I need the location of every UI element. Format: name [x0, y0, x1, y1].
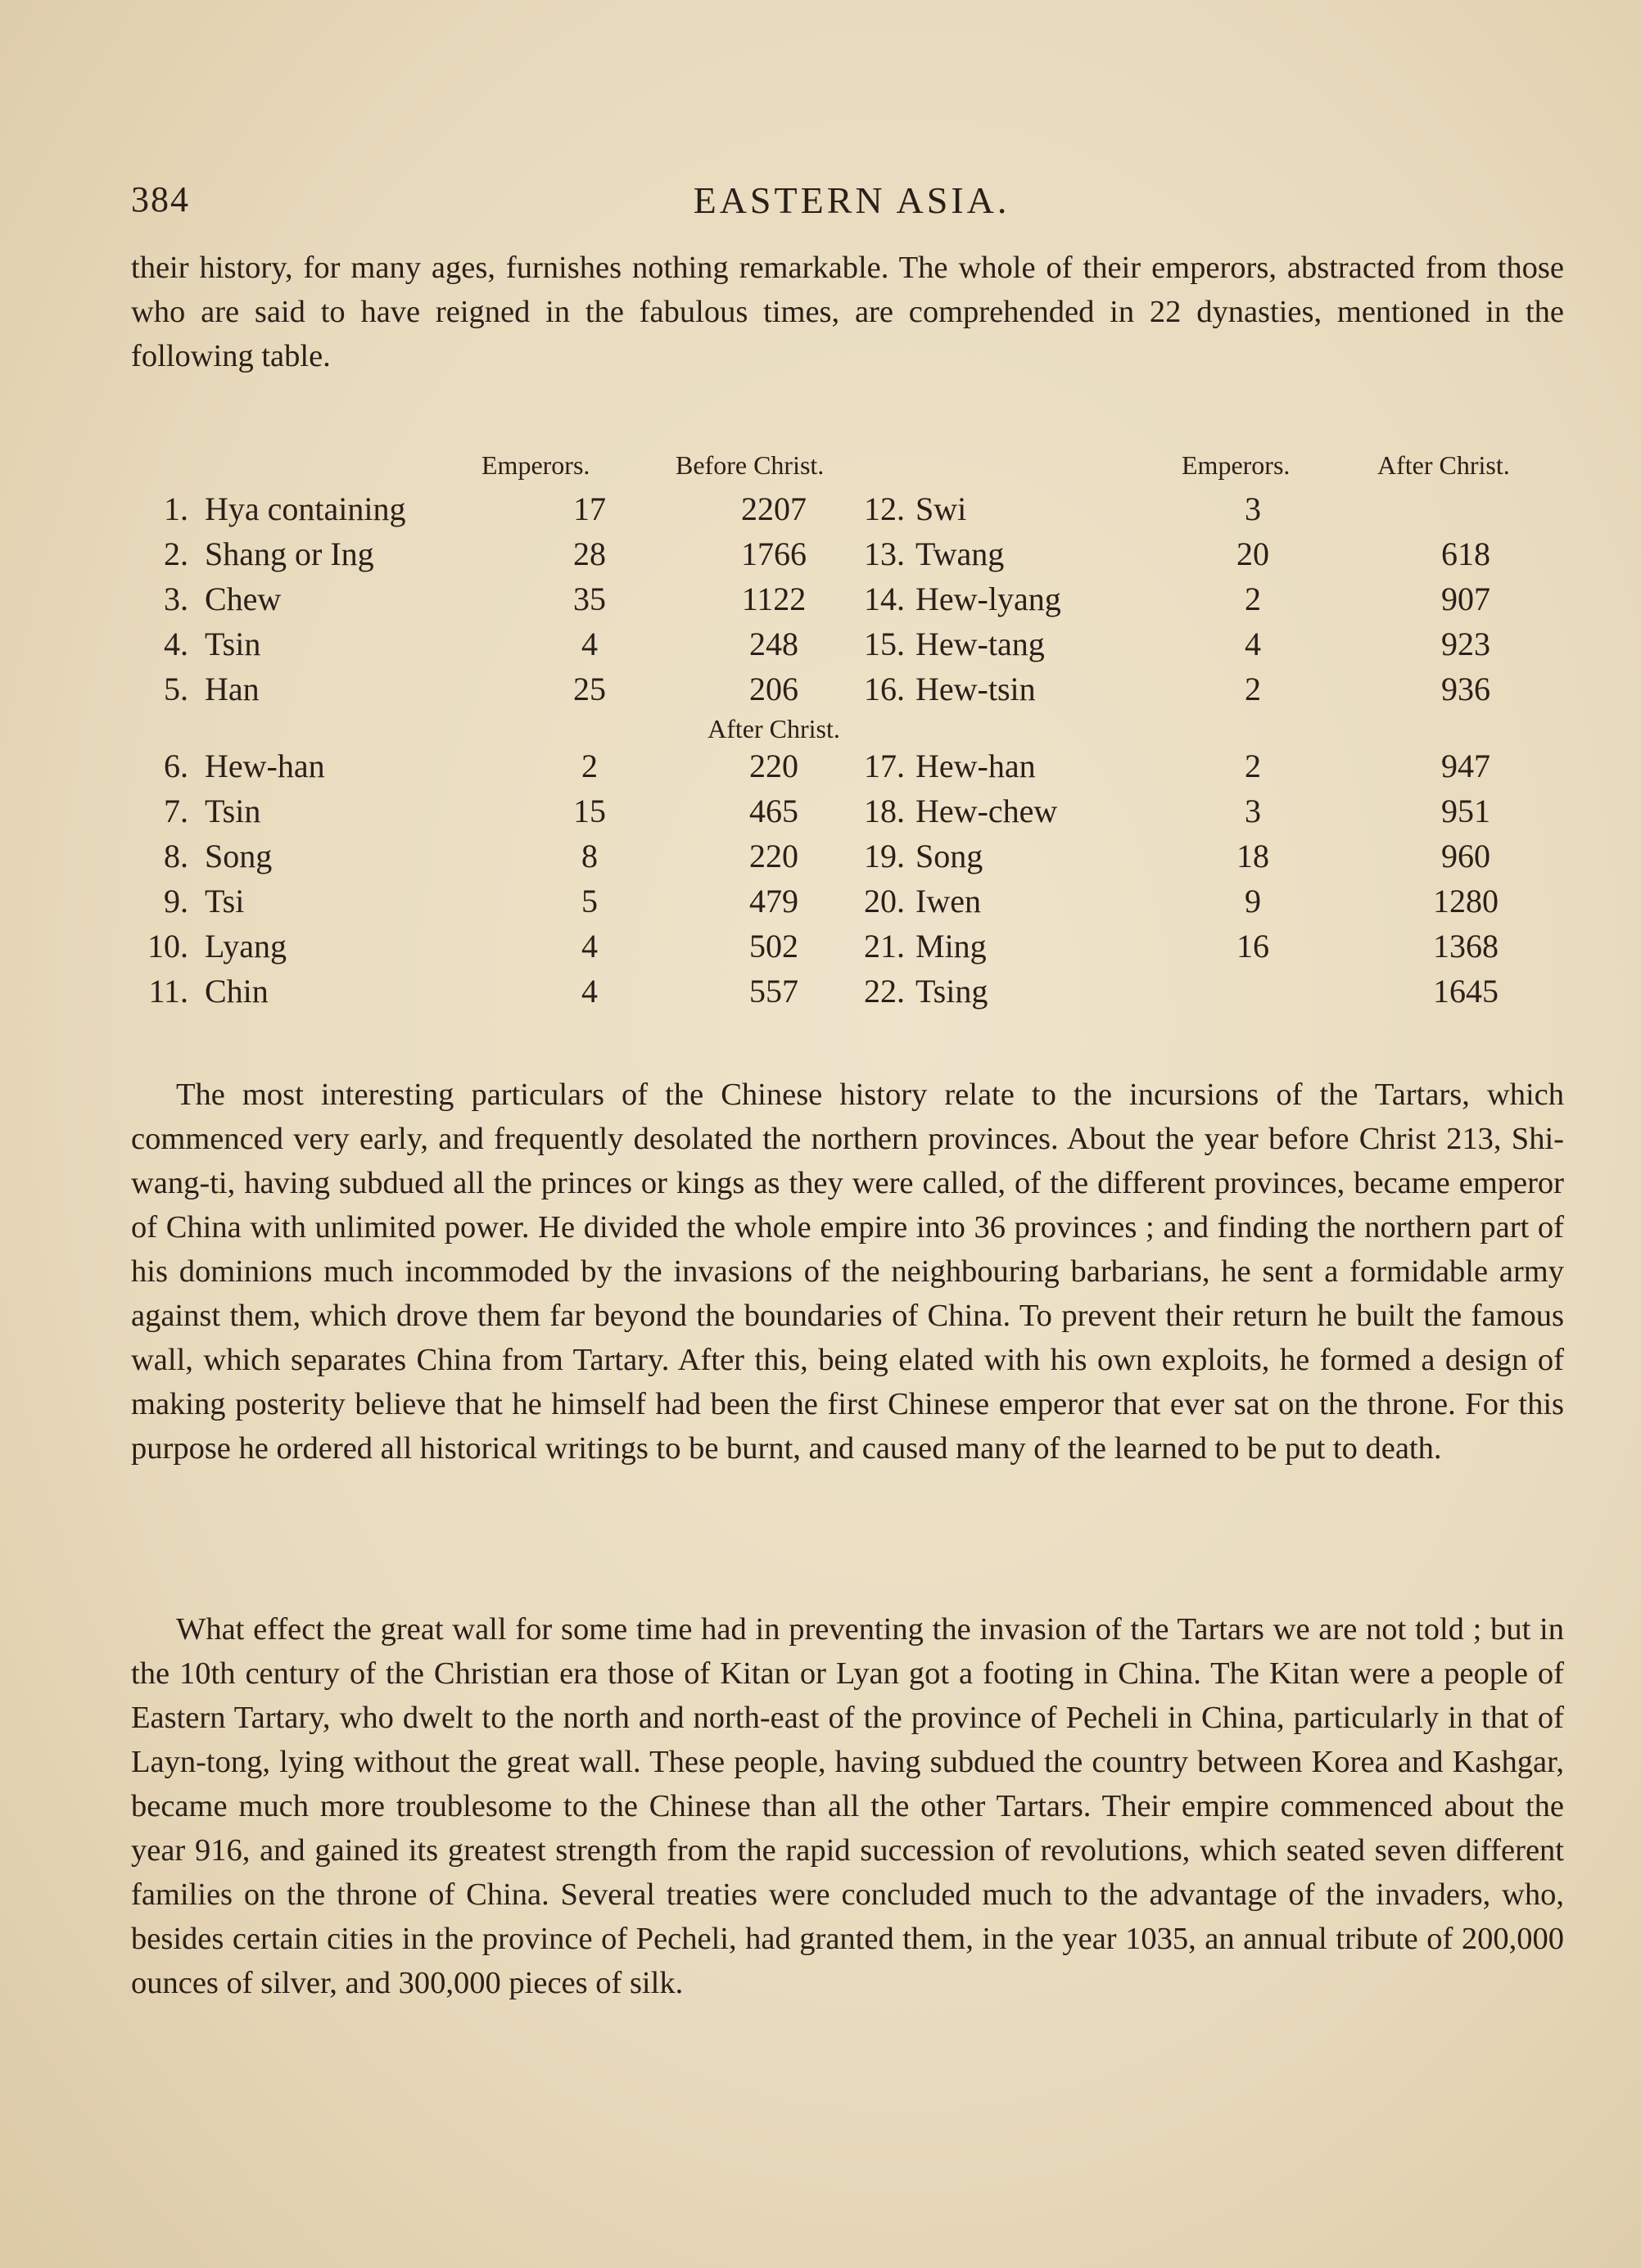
row-right-emperors: 2: [1245, 671, 1261, 707]
row-left-emperors: 4: [581, 973, 598, 1010]
row-right-number: 16.: [864, 671, 905, 707]
row-right-year: 923: [1441, 626, 1490, 662]
row-right-dynasty: Swi: [915, 490, 967, 527]
row-left-dynasty: Tsin: [205, 626, 261, 662]
row-right-dynasty: Song: [915, 838, 983, 874]
row-right-year: 936: [1441, 671, 1490, 707]
row-left-dynasty: Tsin: [205, 793, 261, 829]
header-emperors-right: Emperors.: [1182, 450, 1291, 480]
row-right-dynasty: Iwen: [915, 883, 981, 919]
header-before-christ: Before Christ.: [676, 450, 825, 480]
row-left-year: 479: [749, 883, 798, 919]
row-right-dynasty: Hew-chew: [915, 793, 1058, 829]
row-left-emperors: 5: [581, 883, 598, 919]
row-left-dynasty: Lyang: [205, 928, 287, 965]
row-left-year: 220: [749, 838, 798, 874]
row-right-dynasty: Hew-tang: [915, 626, 1045, 662]
row-left-emperors: 15: [573, 793, 606, 829]
row-left-number: 11.: [148, 973, 188, 1010]
table-row: [131, 972, 1572, 1016]
row-left-year: 220: [749, 748, 798, 784]
row-left-year: 557: [749, 973, 798, 1010]
row-left-number: 9.: [164, 883, 188, 919]
table-row: [131, 792, 1572, 836]
row-left-year: 1766: [741, 535, 807, 572]
row-left-dynasty: Shang or Ing: [205, 535, 374, 572]
row-right-emperors: 3: [1245, 490, 1261, 527]
table-row: [131, 490, 1572, 534]
row-left-number: 5.: [164, 671, 188, 707]
row-right-emperors: 2: [1245, 581, 1261, 617]
paragraph-2: What effect the great wall for some time had in preventing the invasion of the Tartars we are not told ; but in the 10th century of the Christian era those of Kitan or Lyan got a footing in China. The Kitan were a people of Eastern Tartary, who dwelt to the north and north-east of the province of Pecheli in China, particularly in that of Layn-tong, lying without the great wall. These people, having subdued the country between Korea and Kashgar, became much more troublesome to the Chinese than all the other Tartars. Their empire commenced about the year 916, and gained its greatest strength from the rapid succession of revolutions, which seated seven different families on the throne of China. Several treaties were concluded much to the advantage of the invaders, who, besides certain cities in the province of Pecheli, had granted them, in the year 1035, an annual tribute of 200,000 ounces of silver, and 300,000 pieces of silk.: [131, 1612, 1564, 2000]
table-row: [131, 625, 1572, 669]
row-left-year: 1122: [741, 581, 807, 617]
row-left-emperors: 28: [573, 535, 606, 572]
table-row: [131, 927, 1572, 971]
row-right-year: 947: [1441, 748, 1490, 784]
row-left-emperors: 4: [581, 626, 598, 662]
row-right-number: 19.: [864, 838, 905, 874]
row-left-dynasty: Song: [205, 838, 273, 874]
intro-paragraph: their history, for many ages, furnishes nothing remarkable. The whole of their emperors, abstracted from those who are said to have reigned in the fabulous times, are comprehended in 22 dynasties, mentioned in the following table.: [131, 251, 1564, 373]
row-left-number: 1.: [164, 490, 188, 527]
row-right-dynasty: Tsing: [915, 973, 988, 1010]
row-right-dynasty: Hew-tsin: [915, 671, 1036, 707]
row-right-number: 22.: [864, 973, 905, 1010]
row-left-emperors: 17: [573, 490, 606, 527]
row-left-emperors: 8: [581, 838, 598, 874]
row-left-dynasty: Hya containing: [205, 490, 406, 527]
row-right-year: 618: [1441, 535, 1490, 572]
row-left-dynasty: Tsi: [205, 883, 245, 919]
row-left-number: 3.: [164, 581, 188, 617]
dynasty-table: [131, 450, 1572, 1023]
row-left-emperors: 2: [581, 748, 598, 784]
row-left-year: 465: [749, 793, 798, 829]
row-right-emperors: 16: [1236, 928, 1269, 965]
row-left-dynasty: Chew: [205, 581, 282, 617]
row-right-number: 21.: [864, 928, 905, 965]
table-row: [131, 580, 1572, 624]
row-right-emperors: 9: [1245, 883, 1261, 919]
row-left-year: 206: [749, 671, 798, 707]
row-left-dynasty: Han: [205, 671, 260, 707]
row-right-number: 17.: [864, 748, 905, 784]
row-left-number: 8.: [164, 838, 188, 874]
page-number: 384: [131, 179, 190, 219]
table-row: [131, 535, 1572, 579]
table-row: [131, 882, 1572, 926]
row-left-year: 248: [749, 626, 798, 662]
row-left-year: 502: [749, 928, 798, 965]
row-right-dynasty: Ming: [915, 928, 987, 965]
row-left-emperors: 25: [573, 671, 606, 707]
row-left-number: 6.: [164, 748, 188, 784]
row-right-emperors: 2: [1245, 748, 1261, 784]
row-right-year: 1280: [1433, 883, 1499, 919]
row-right-number: 14.: [864, 581, 905, 617]
row-left-number: 2.: [164, 535, 188, 572]
table-row: [131, 837, 1572, 881]
row-right-emperors: 18: [1236, 838, 1269, 874]
row-right-number: 12.: [864, 490, 905, 527]
row-left-dynasty: Chin: [205, 973, 269, 1010]
row-right-dynasty: Hew-lyang: [915, 581, 1061, 617]
row-left-dynasty: Hew-han: [205, 748, 325, 784]
row-right-dynasty: Twang: [915, 535, 1005, 572]
running-head: EASTERN ASIA.: [693, 179, 1010, 221]
row-left-number: 10.: [147, 928, 188, 965]
row-right-year: 1368: [1433, 928, 1499, 965]
row-left-number: 4.: [164, 626, 188, 662]
row-right-year: 951: [1441, 793, 1490, 829]
paragraph-1: The most interesting particulars of the Chinese history relate to the incursions of the Tartars, which commenced very early, and frequently desolated the northern provinces. About the year before Christ 213, Shi-wang-ti, having subdued all the princes or kings as they were called, of the different provinces, became emperor of China with unlimited power. He divided the whole empire into 36 provinces ; and finding the northern part of his dominions much incommoded by the invasions of the neighbouring barbarians, he sent a formidable army against them, which drove them far beyond the boundaries of China. To prevent their return he built the famous wall, which separates China from Tartary. After this, being elated with his own exploits, he formed a design of making posterity believe that he himself had been the first Chinese emperor that ever sat on the throne. For this purpose he ordered all historical writings to be burnt, and caused many of the learned to be put to death.: [131, 1078, 1564, 1466]
page-header: [131, 178, 1572, 228]
table-row: [131, 747, 1572, 791]
subheader-after-christ: After Christ.: [707, 714, 840, 743]
row-right-year: 1645: [1433, 973, 1499, 1010]
row-right-year: 960: [1441, 838, 1490, 874]
header-emperors-left: Emperors.: [481, 450, 590, 480]
row-left-number: 7.: [164, 793, 188, 829]
row-right-emperors: 4: [1245, 626, 1261, 662]
row-left-year: 2207: [741, 490, 807, 527]
table-row: [131, 670, 1572, 714]
row-right-year: 907: [1441, 581, 1490, 617]
row-right-emperors: 3: [1245, 793, 1261, 829]
row-right-number: 18.: [864, 793, 905, 829]
row-right-dynasty: Hew-han: [915, 748, 1036, 784]
row-left-emperors: 4: [581, 928, 598, 965]
row-right-emperors: 20: [1236, 535, 1269, 572]
row-right-number: 15.: [864, 626, 905, 662]
row-right-number: 13.: [864, 535, 905, 572]
header-after-christ: After Christ.: [1377, 450, 1510, 480]
row-right-number: 20.: [864, 883, 905, 919]
row-left-emperors: 35: [573, 581, 606, 617]
